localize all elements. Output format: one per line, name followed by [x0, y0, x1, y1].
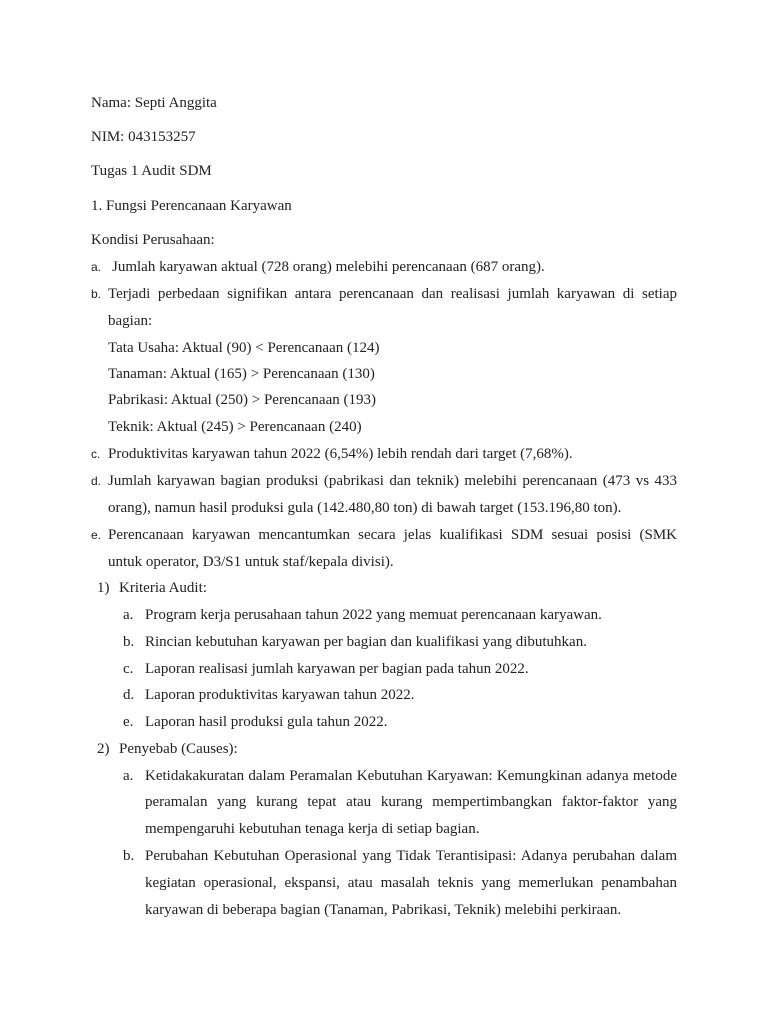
student-name: Nama: Septi Anggita [91, 95, 217, 111]
kriteria-title: Kriteria Audit: [119, 580, 207, 596]
kriteria-item: Rincian kebutuhan karyawan per bagian dan kualifikasi yang dibutuhkan. [145, 634, 587, 650]
kondisi-b-detail: Tanaman: Aktual (165) > Perencanaan (130) [108, 366, 375, 382]
kriteria-item: Program kerja perusahaan tahun 2022 yang memuat perencanaan karyawan. [145, 607, 602, 623]
list-marker: 1) [97, 580, 110, 596]
list-marker: e. [91, 528, 102, 542]
list-marker: b. [123, 634, 135, 650]
list-marker: e. [123, 714, 134, 730]
kriteria-item: Laporan realisasi jumlah karyawan per bagian pada tahun 2022. [145, 661, 529, 677]
kondisi-b-detail: Teknik: Aktual (245) > Perencanaan (240) [108, 419, 362, 435]
penyebab-item-text: kegiatan operasional, ekspansi, atau masalah teknis yang memerlukan penambahan [145, 875, 677, 891]
penyebab-item-text: mempengaruhi kebutuhan tenaga kerja di setiap bagian. [145, 821, 480, 837]
assignment-title: Tugas 1 Audit SDM [91, 163, 212, 179]
penyebab-item-text: Ketidakakuratan dalam Peramalan Kebutuhan Karyawan: Kemungkinan adanya metode [145, 768, 677, 784]
kondisi-e-text: Perencanaan karyawan mencantumkan secara jelas kualifikasi SDM sesuai posisi (SMK [108, 527, 677, 543]
section-title: 1. Fungsi Perencanaan Karyawan [91, 198, 292, 214]
penyebab-item-text: karyawan di beberapa bagian (Tanaman, Pabrikasi, Teknik) melebihi perkiraan. [145, 902, 622, 918]
penyebab-title: Penyebab (Causes): [119, 741, 238, 757]
list-marker: a. [123, 607, 134, 623]
list-marker: d. [123, 687, 135, 703]
kondisi-c-text: Produktivitas karyawan tahun 2022 (6,54%) lebih rendah dari target (7,68%). [108, 446, 573, 462]
student-nim: NIM: 043153257 [91, 129, 196, 145]
kondisi-b-detail: Pabrikasi: Aktual (250) > Perencanaan (193) [108, 392, 376, 408]
list-marker: c. [91, 447, 101, 461]
list-marker: a. [91, 260, 102, 274]
list-marker: c. [123, 661, 134, 677]
list-marker: b. [91, 287, 102, 301]
penyebab-item-text: Perubahan Kebutuhan Operasional yang Tidak Terantisipasi: Adanya perubahan dalam [145, 848, 677, 864]
kondisi-b-text: Terjadi perbedaan signifikan antara perencanaan dan realisasi jumlah karyawan di setiap [108, 286, 677, 302]
list-marker: d. [91, 474, 102, 488]
kriteria-item: Laporan produktivitas karyawan tahun 2022. [145, 687, 415, 703]
kondisi-b-detail: Tata Usaha: Aktual (90) < Perencanaan (124) [108, 340, 380, 356]
kondisi-a-text: Jumlah karyawan aktual (728 orang) melebihi perencanaan (687 orang). [112, 259, 545, 275]
list-marker: 2) [97, 741, 110, 757]
kriteria-item: Laporan hasil produksi gula tahun 2022. [145, 714, 388, 730]
kondisi-label: Kondisi Perusahaan: [91, 232, 215, 248]
kondisi-b-text: bagian: [108, 313, 153, 329]
kondisi-e-text: untuk operator, D3/S1 untuk staf/kepala divisi). [108, 554, 394, 570]
kondisi-d-text: Jumlah karyawan bagian produksi (pabrikasi dan teknik) melebihi perencanaan (473 vs 433 [108, 473, 677, 489]
penyebab-item-text: peramalan yang kurang tepat atau kurang mempertimbangkan faktor-faktor yang [145, 794, 677, 810]
list-marker: b. [123, 848, 135, 864]
list-marker: a. [123, 768, 134, 784]
kondisi-d-text: orang), namun hasil produksi gula (142.480,80 ton) di bawah target (153.196,80 ton). [108, 500, 622, 516]
